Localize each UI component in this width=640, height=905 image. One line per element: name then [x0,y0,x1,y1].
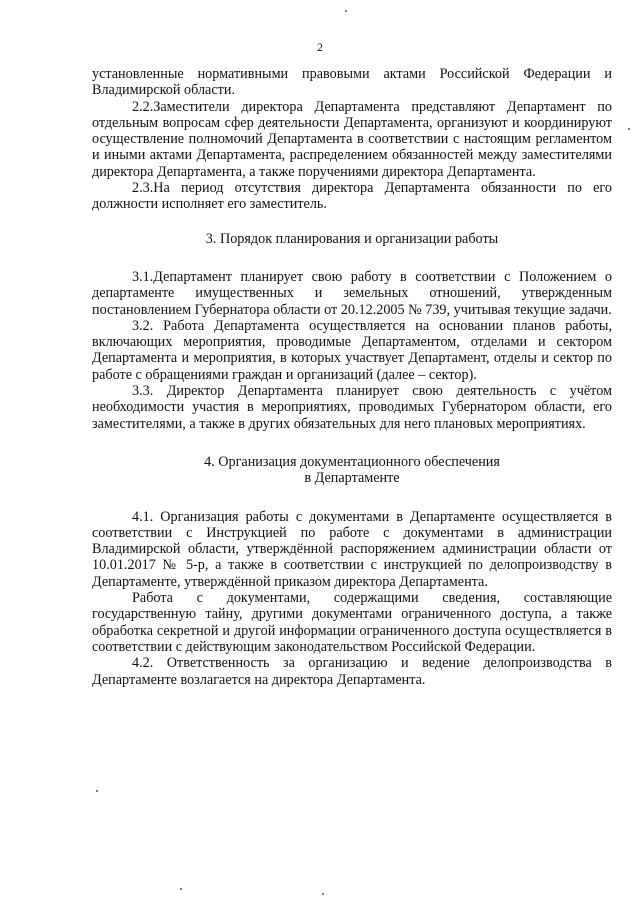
paragraph-2-3: 2.3.На период отсутствия директора Департамента обязанности по его должности исполняет его заместитель. [92,180,612,213]
paragraph-continuation: установленные нормативными правовыми актами Российской Федерации и Владимирской области. [92,66,612,99]
document-body [92,66,612,688]
paragraph-4-1-secret: Работа с документами, содержащими сведения, составляющие государственную тайну, другими документами ограниченного доступа, а также обработка секретной и другой информации ограниченного доступа осуществляется в соответствии с действующим законодательством Российской Федерации. [92,590,612,655]
paragraph-3-3: 3.3. Директор Департамента планирует свою деятельность с учётом необходимости участия в мероприятиях, проводимых Губернатором области, его заместителями, а также в других обязательных для него плановых мероприятиях. [92,383,612,432]
page-number: 2 [317,40,323,54]
paragraph-4-1: 4.1. Организация работы с документами в Департаменте осуществляется в соответствии с Инструкцией по работе с документами в администрации Владимирской области, утверждённой распоряжением администрации области от 10.01.2017 № 5-р, а также в соответствии с инструкцией по делопроизводству в Департаменте, утверждённой приказом директора Департамента. [92,508,612,590]
paragraph-3-1: 3.1.Департамент планирует свою работу в соответствии с Положением о департаменте имущественных и земельных отношений, утвержденным постановлением Губернатора области от 20.12.2005 № 739, учитывая текущие задачи. [92,268,612,318]
scan-speck [322,893,324,895]
section-4-heading-line2: в Департаменте [304,470,400,487]
scan-speck [345,10,347,12]
scan-speck [96,790,98,792]
paragraph-2-2: 2.2.Заместители директора Департамента представляют Департамент по отдельным вопросам сфер деятельности Департамента, организуют и координируют осуществление полномочий Департамента в соответствии с настоящим регламентом и иными актами Департамента, распределением обязанностей между заместителями директора Департамента, а также поручениями директора Департамента. [92,98,612,180]
paragraph-3-2: 3.2. Работа Департамента осуществляется на основании планов работы, включающих мероприятия, проводимые Департаментом, отделами и сектором Департамента и мероприятия, в которых участвует Департамент, отделы и сектор по работе с обращениями граждан и организаций (далее – сектор). [92,317,612,383]
scan-speck [628,128,630,130]
paragraph-4-2: 4.2. Ответственность за организацию и ведение делопроизводства в Департаменте возлагается на директора Департамента. [92,655,612,688]
scan-speck [180,888,182,890]
section-4-heading-line1: 4. Организация документационного обеспечения [204,453,500,470]
section-3-heading: 3. Порядок планирования и организации работы [205,230,499,247]
